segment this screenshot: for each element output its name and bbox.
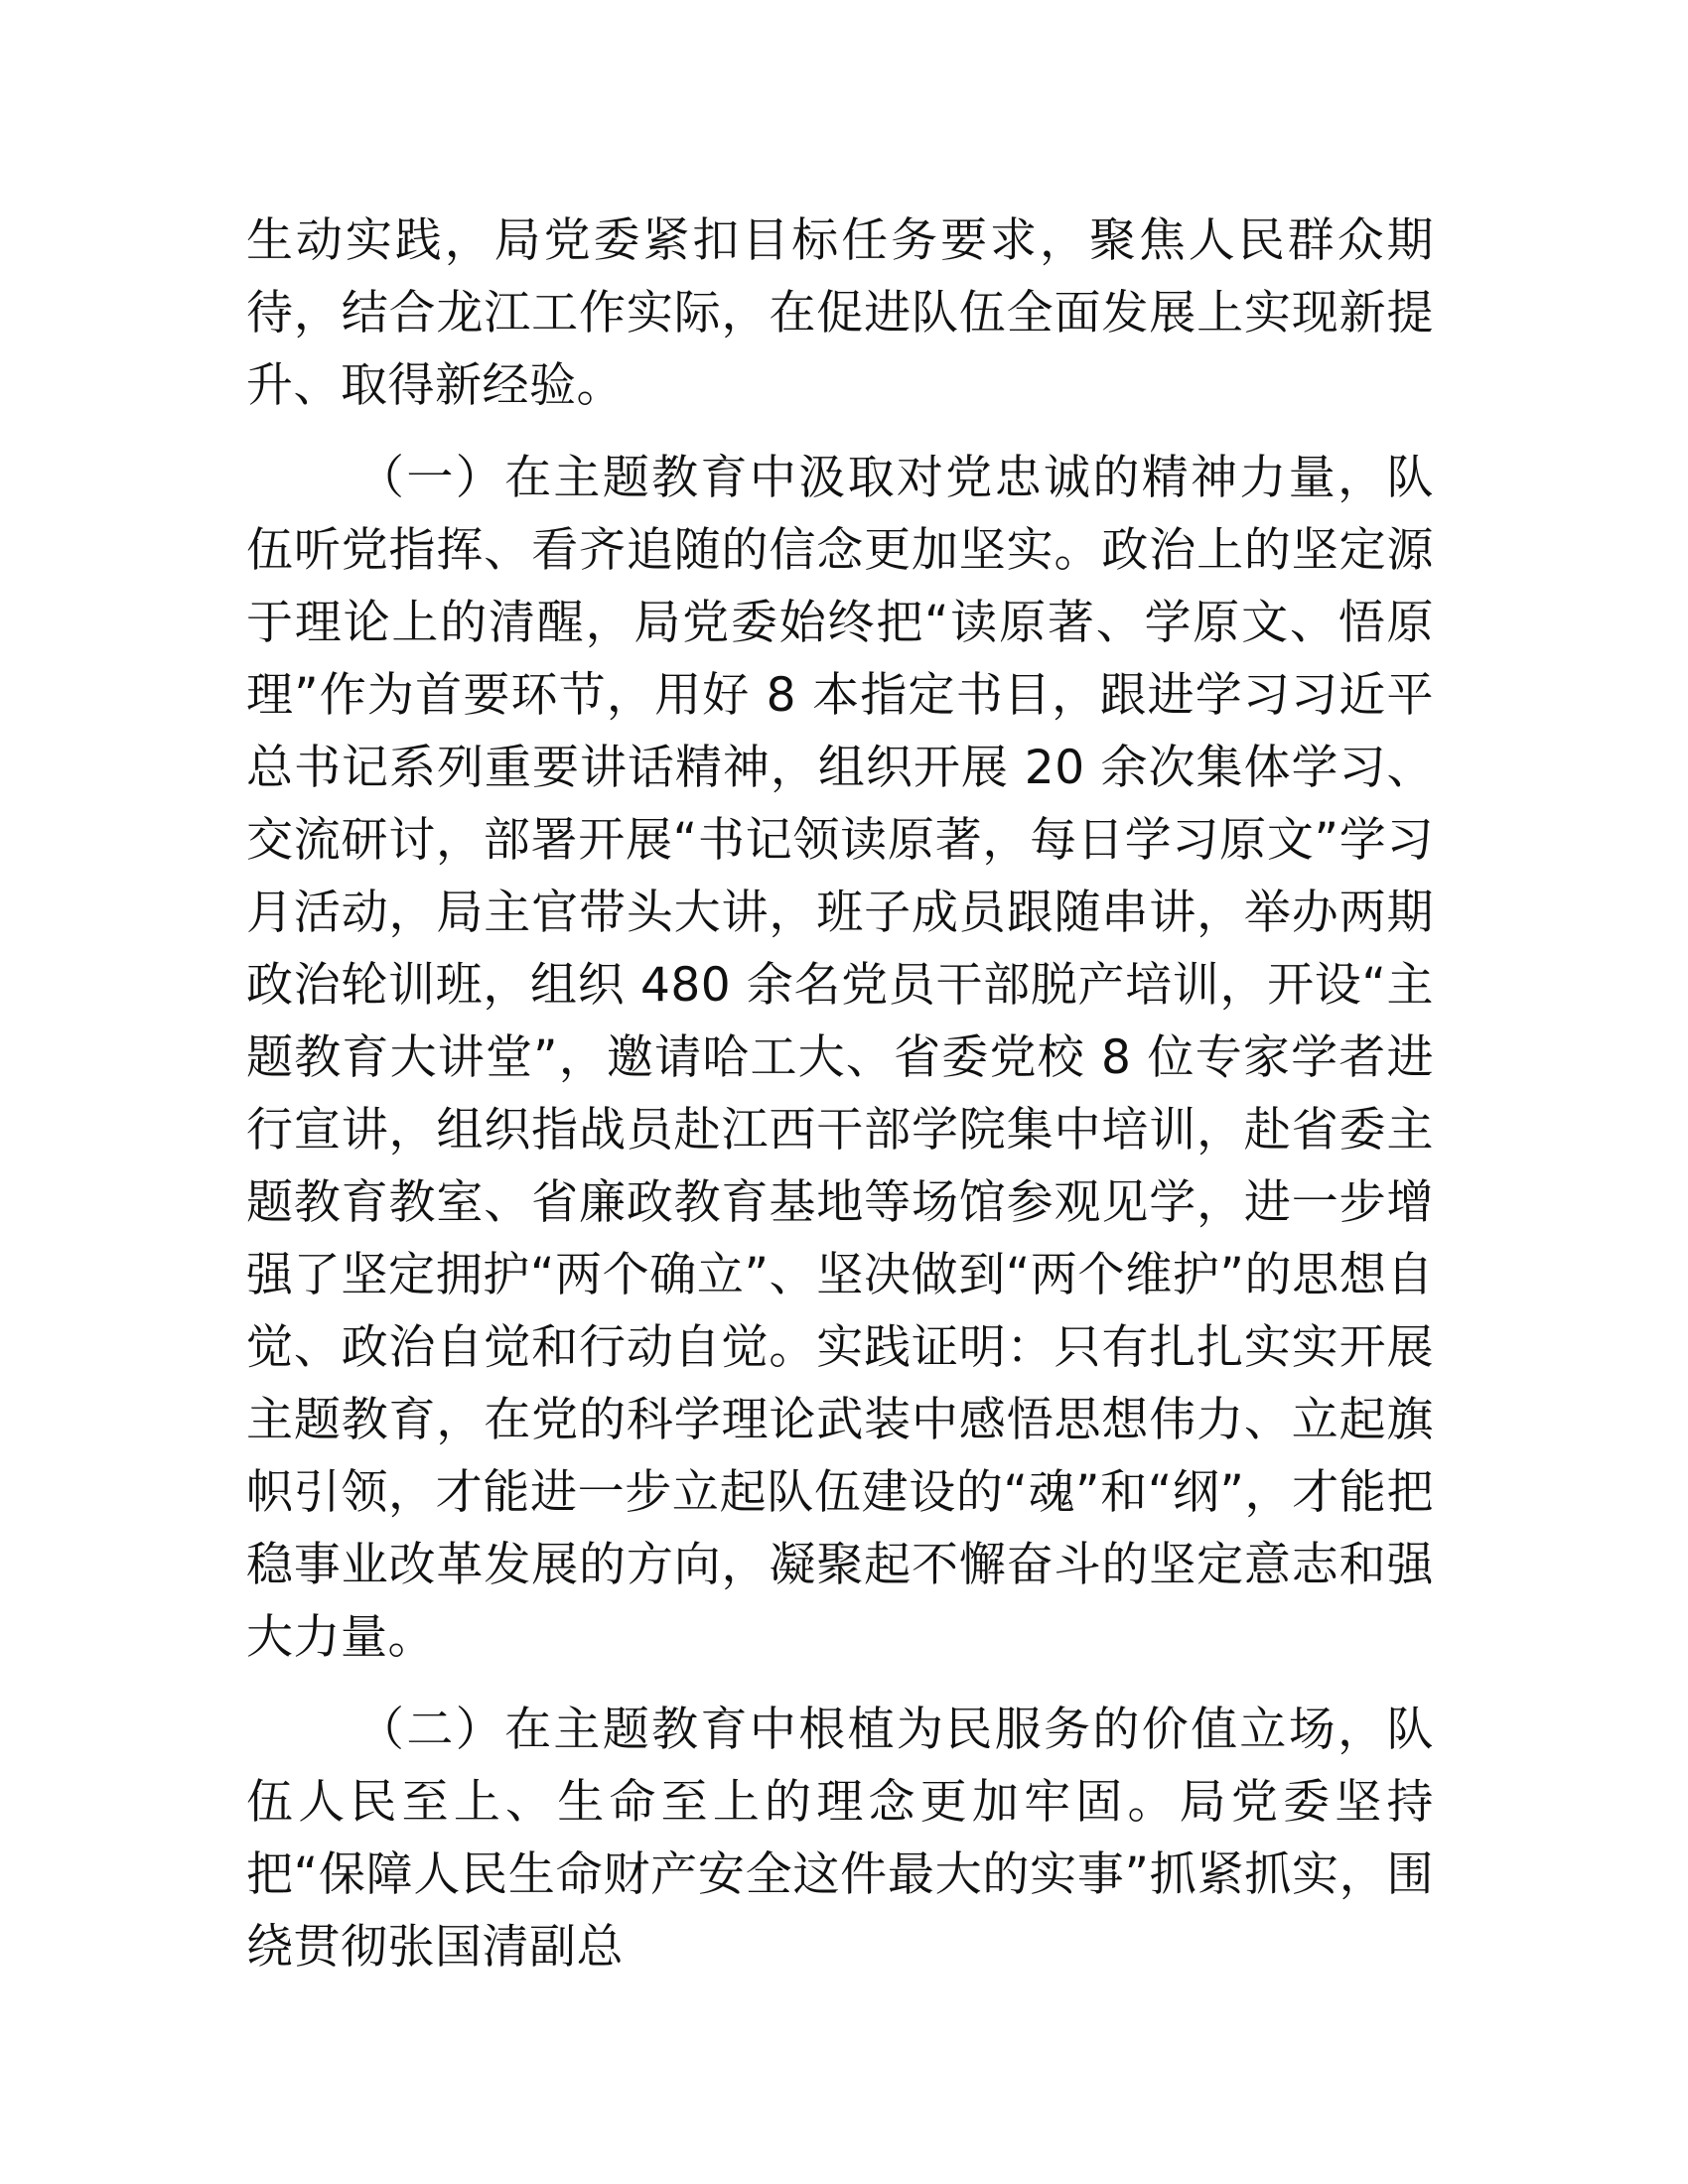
document-body [246, 205, 1434, 1983]
paragraph-intro: 生动实践，局党委紧扣目标任务要求，聚焦人民群众期待，结合龙江工作实际，在促进队伍全面发展上实现新提升、取得新经验。 [246, 213, 1434, 413]
paragraph-section-one: （一）在主题教育中汲取对党忠诚的精神力量，队伍听党指挥、看齐追随的信念更加坚实。政治上的坚定源于理论上的清醒，局党委始终把“读原著、学原文、悟原理”作为首要环节，用好 8 本指定书目，跟进学习习近平总书记系列重要讲话精神，组织开展 20 余次集体学习、交流研讨，部署开展“书记领读原著，每日学习原文”学习月活动，局主官带头大讲，班子成员跟随串讲，举办两期政治轮训班，组织 480 余名党员干部脱产培训，开设“主题教育大讲堂”，邀请哈工大、省委党校 8 位专家学者进行宣讲，组织指战员赴江西干部学院集中培训，赴省委主题教育教室、省廉政教育基地等场馆参观见学，进一步增强了坚定拥护“两个确立”、坚决做到“两个维护”的思想自觉、政治自觉和行动自觉。实践证明：只有扎扎实实开展主题教育，在党的科学理论武装中感悟思想伟力、立起旗帜引领，才能进一步立起队伍建设的“魂”和“纲”，才能把稳事业改革发展的方向，凝聚起不懈奋斗的坚定意志和强大力量。 [246, 451, 1434, 1665]
paragraph-section-two: （二）在主题教育中根植为民服务的价值立场，队伍人民至上、生命至上的理念更加牢固。局党委坚持把“保障人民生命财产安全这件最大的实事”抓紧抓实，围绕贯彻张国清副总 [246, 1703, 1434, 1975]
